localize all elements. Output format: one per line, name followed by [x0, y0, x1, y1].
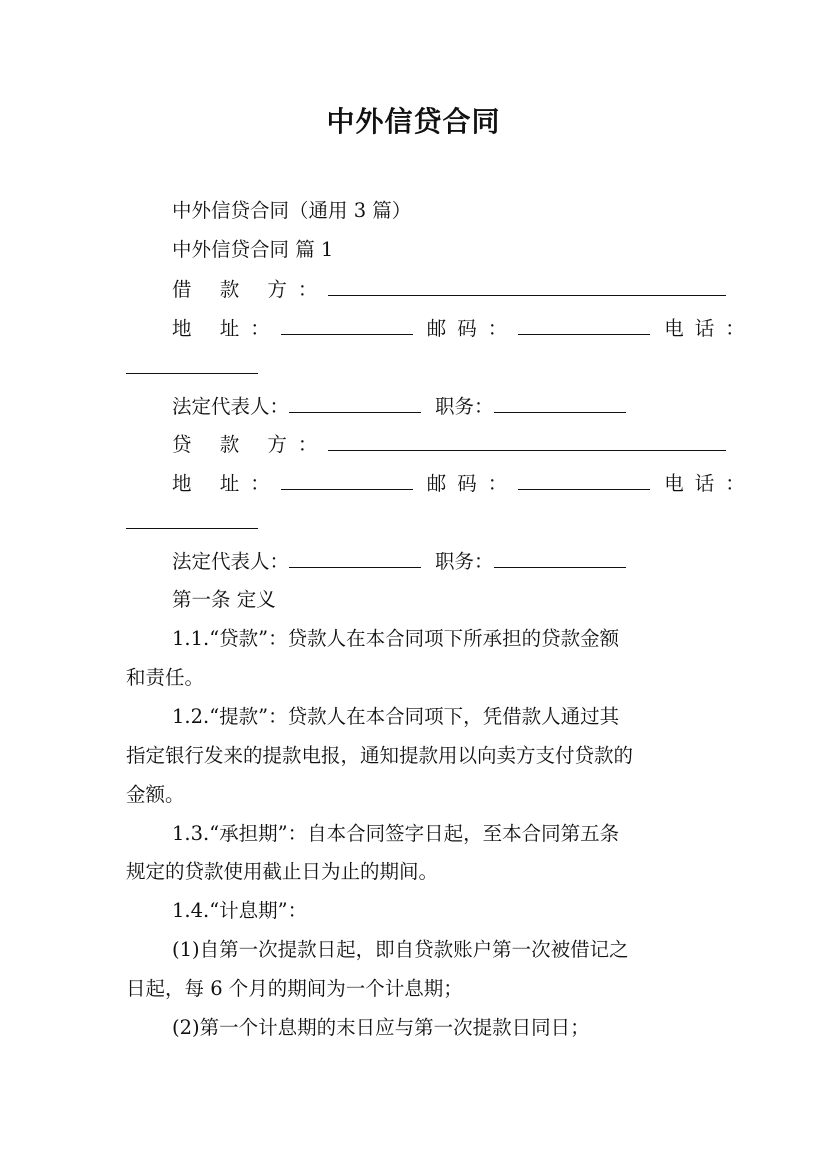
phone-label: 电话： [664, 317, 756, 340]
legal-rep-blank[interactable] [289, 549, 421, 568]
position-blank[interactable] [494, 549, 626, 568]
lender-blank[interactable] [328, 432, 726, 451]
phone-blank[interactable] [126, 355, 258, 374]
postcode-blank[interactable] [518, 471, 650, 490]
legal-rep-line [172, 549, 752, 575]
phone-continuation-line [126, 510, 706, 536]
address-blank[interactable] [281, 471, 413, 490]
clause-text: 规定的贷款使用截止日为止的期间。 [126, 860, 439, 883]
heading-general: 中外信贷合同（通用 3 篇） [172, 199, 412, 222]
phone-label: 电话： [664, 472, 756, 495]
article-heading: 第一条 定义 [172, 588, 276, 611]
phone-continuation-line [126, 355, 706, 381]
heading-part-1: 中外信贷合同 篇 1 [172, 238, 334, 261]
clause-text: (2)第一个计息期的末日应与第一次提款日同日； [172, 1016, 590, 1039]
borrower-line [172, 277, 752, 303]
postcode-label: 邮码： [426, 317, 519, 340]
lender-label: 贷 款 方： [172, 433, 329, 456]
legal-rep-line [172, 394, 752, 420]
borrower-address-line [172, 316, 756, 342]
clause-text: 和责任。 [126, 666, 205, 689]
lender-line [172, 432, 752, 458]
address-blank[interactable] [281, 316, 413, 335]
legal-rep-label: 法定代表人： [172, 395, 290, 418]
clause-text: 1.2.“提款”：贷款人在本合同项下，凭借款人通过其 [172, 705, 620, 728]
position-label: 职务： [435, 550, 494, 573]
legal-rep-blank[interactable] [289, 394, 421, 413]
borrower-blank[interactable] [328, 277, 726, 296]
lender-address-line [172, 471, 756, 497]
clause-text: 1.3.“承担期”：自本合同签字日起，至本合同第五条 [172, 822, 620, 845]
clause-text: 1.4.“计息期”： [172, 899, 308, 922]
position-blank[interactable] [494, 394, 626, 413]
clause-text: 1.1.“贷款”：贷款人在本合同项下所承担的贷款金额 [172, 627, 620, 650]
clause-text: 金额。 [126, 783, 185, 806]
address-label: 地 址： [172, 472, 281, 495]
borrower-label: 借 款 方： [172, 278, 329, 301]
clause-text: 指定银行发来的提款电报，通知提款用以向卖方支付贷款的 [126, 744, 634, 767]
postcode-label: 邮码： [426, 472, 519, 495]
document-title: 中外信贷合同 [326, 105, 501, 138]
address-label: 地 址： [172, 317, 281, 340]
legal-rep-label: 法定代表人： [172, 550, 290, 573]
postcode-blank[interactable] [518, 316, 650, 335]
phone-blank[interactable] [126, 510, 258, 529]
clause-text: 日起，每 6 个月的期间为一个计息期； [126, 977, 463, 1000]
position-label: 职务： [435, 395, 494, 418]
clause-text: (1)自第一次提款日起，即自贷款账户第一次被借记之 [172, 938, 629, 961]
